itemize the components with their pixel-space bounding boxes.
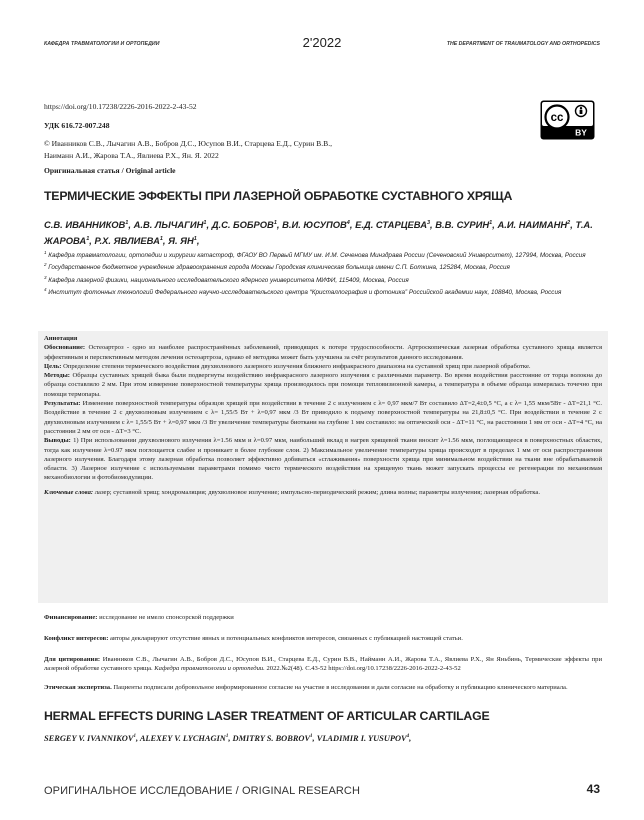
keywords: лазер; суставной хрящ; хондромаляция; двухволновое излучение; импульсно-периодический режим; длина волны; параметры излучения; лазерная обработка.: [94, 488, 540, 496]
ru-author: Т.А. ЖАРОВА$^1$: [44, 219, 593, 247]
affiliation-item: $^4$ Институт фотонных технологий Федерального научно-исследовательского центра “Кристаллография и фотоника” Российской академии наук, 108840, Москва, Россия: [44, 287, 562, 297]
affiliation-mark: 1: [159, 236, 163, 243]
ru-author: Е.Д. СТАРЦЕВА$^3$: [355, 219, 431, 231]
header-issue: 2'2022: [302, 35, 342, 50]
ru-author: А.В. ЛЫЧАГИН$^1$: [133, 219, 207, 231]
affiliations: [44, 248, 604, 298]
copyright-line-1: © Иванников С.В., Лычагин А.В., Бобров Д.С., Юсупов В.И., Старцева Е.Д., Сурин В.В.,: [44, 139, 332, 148]
article-title-ru: ТЕРМИЧЕСКИЕ ЭФФЕКТЫ ПРИ ЛАЗЕРНОЙ ОБРАБОТКЕ СУСТАВНОГО ХРЯЩА: [44, 189, 513, 203]
affiliation-mark: 1: [310, 734, 313, 740]
affiliation-mark: 1: [193, 236, 197, 243]
affiliation-mark: 4: [406, 734, 410, 740]
copyright-line-2: Наиманн А.И., Жарова Т.А., Явлиева Р.Х., Ян. Я. 2022: [44, 150, 219, 160]
udk-code: УДК 616.72-007.248: [44, 121, 110, 130]
ru-author: Р.Х. ЯВЛИЕВА$^1$: [94, 235, 163, 247]
affiliation-mark: 1: [86, 236, 90, 243]
header-journal-ru: КАФЕДРА ТРАВМАТОЛОГИИ И ОРТОПЕДИИ: [44, 41, 160, 47]
en-author: SERGEY V. IVANNIKOV$^1$: [44, 734, 136, 743]
affiliation-mark: 1: [133, 734, 136, 740]
copyright: [44, 138, 474, 161]
en-author: ALEXEY V. LYCHAGIN$^1$: [139, 734, 229, 743]
affiliation-mark: 1: [125, 220, 129, 226]
en-author: DMITRY S. BOBROV$^1$: [232, 734, 313, 743]
abstract-results: Изменение поверхностной температуры образцов хрящей при воздействии в течение 2 с излучением с λ= 0,97 мкм/7 Вт составило ΔТ=2,4±0,5 °С, а с λ= 1,55 мкм/5Вт - ΔТ=21,1 °С. Воздействие в течение 2 с двухволновым излучением с λ= 1,55/5 Вт + λ=0,97 мкм /3 Вт приводило к подъему поверхностной температуры на 21,8±0,5 °С. При воздействии в течение 2 с двухволновым излучением с λ= 1,55/5 Вт + λ=0,97 мкм /3 Вт увеличение температуры биоткани на глубине 1 мм составило: на оптической оси - ΔТ=11 °С, на расстоянии 1 мм от оси - ΔТ=4 °С, на расстоянии 2 мм от оси - ΔТ=3 °С.: [44, 400, 602, 435]
citation-doi[interactable]: 2022.№2(48). С.43-52 https://doi.org/10.17238/2226-2016-2022-2-43-52: [266, 665, 461, 673]
authors-ru: С.В. ИВАННИКОВ$^1$, А.В. ЛЫЧАГИН$^1$, Д.С. БОБРОВ$^1$, В.И. ЮСУПОВ$^4$, Е.Д. СТАРЦЕВА$^3$, В.В. СУРИН$^1$, А.И. НАИМАНН$^2$, Т.А. ЖАРОВА$^1$, Р.Х. ЯВЛИЕВА$^1$, Я. $ЯН^1$,: [44, 219, 593, 247]
creative-commons-by-icon: [540, 100, 595, 140]
article-title-en: HERMAL EFFECTS DURING LASER TREATMENT OF ARTICULAR CARTILAGE: [44, 709, 490, 723]
ru-author: С.В. ИВАННИКОВ$^1$: [44, 219, 129, 231]
ru-author: В.И. ЮСУПОВ$^4$: [282, 219, 350, 231]
article-type: Оригинальная статья / Original article: [44, 166, 176, 175]
affiliation-item: $^3$ Кафедра лазерной физики, национального исследовательского ядерного университета МИФИ, 115409, Москва, Россия: [44, 274, 409, 284]
ru-author: В.В. СУРИН$^1$: [435, 219, 493, 231]
doi-link[interactable]: https://doi.org/10.17238/2226-2016-2022-2-43-52: [44, 102, 197, 111]
ru-author: А.И. НАИМАНН$^2$: [497, 219, 571, 231]
header-journal-en: THE DEPARTMENT OF TRAUMATOLOGY AND ORTHOPEDICS: [446, 41, 600, 47]
abstract-background-text: Остеоартроз - одно из наиболее распространённых заболеваний, приводящих к потере трудоспособности. Артроскопическая лазерная обработка суставного хряща является эффективным и перспективным методом лечения остеоартроза, однако её методика может быть улучшена за счёт результатов данного исследования.: [44, 344, 602, 361]
affiliation-item: $^1$ Кафедра травматологии, ортопедии и хирургии катастроф, ФГАОУ ВО Первый МГМУ им. И.М. Сеченова Минздрава России (Сеченовский Университет), 127994, Москва, Россия: [44, 250, 586, 260]
affiliation-mark: 1: [225, 734, 229, 740]
abstract-conclusions: 1) При использовании двухволнового излучения λ=1.56 мкм и λ=0.97 мкм, наибольший вклад в нагрев хрящевой ткани вносит λ=1.56 мкм, поглощающееся в поверхностных областях, тогда как излучение λ=0.97 мкм поглощается слабее и проникает в более глубокие слои. 2) Максимальное увеличение температуры хряща происходит в пределах 1 мм от оси распространения лазерного излучения. Благодаря этому лазерная обработка позволяет эффективно добиваться «сглаживания» поверхности хряща при минимальном воздействии на ткани вне обрабатываемой области. 3) Лазерное излучение с используемыми параметрами помимо чисто термического воздействия на хрящевую ткань может запускать процессы ее регенерации по механизмам механобиологии и фотобиомодуляции.: [44, 437, 602, 482]
abstract: Аннотация Обоснование: Остеоартроз - одно из наиболее распространённых заболеваний, приводящих к потере трудоспособности. Артроскопическая лазерная обработка суставного хряща является эффективным и перспективным методом лечения остеоартроза, однако её методика может быть улучшена за счёт результатов данного исследования. Цель: Определение степени термического воздействия двухволнового лазерного излучения ближнего инфракрасного диапазона на суставной хрящ при лазерной обработке. Методы: Образцы суставных хрящей быка были подвергнуты воздействию инфракрасного лазерного излучения с различными параметр. Во время воздействия расстояние от торца волокна до образца составляло 2 мм. При этом измерение поверхностной температуры хряща производилось при помощи тепловизионной камеры, а температура в объеме образца измерялась точечно при помощи термопары. Результаты: Изменение поверхностной температуры образцов хрящей при воздействии в течение 2 с излучением с λ= 0,97 мкм/7 Вт составило ΔТ=2,4±0,5 °С, а с λ= 1,55 мкм/5Вт - ΔТ=21,1 °С. Воздействие в течение 2 с двухволновым излучением с λ= 1,55/5 Вт + λ=0,97 мкм /3 Вт приводило к подъему поверхностной температуры на 21,8±0,5 °С. При воздействии в течение 2 с двухволновым излучением с λ= 1,55/5 Вт + λ=0,97 мкм /3 Вт увеличение температуры биоткани на глубине 1 мм составило: на оптической оси - ΔТ=11 °С, на расстоянии 1 мм от оси - ΔТ=4 °С, на расстоянии 2 мм от оси - ΔТ=3 °С. Выводы: 1) При использовании двухволнового излучения λ=1.56 мкм и λ=0.97 мкм, наибольший вклад в нагрев хрящевой ткани вносит λ=1.56 мкм, поглощающееся в поверхностных областях, тогда как излучение λ=0.97 мкм поглощается слабее и проникает в более глубокие слои. 2) Максимальное увеличение температуры хряща происходит в пределах 1 мм от оси распространения лазерного излучения. Благодаря этому лазерная обработка позволяет эффективно добиваться «сглаживания» поверхности хряща при минимальном воздействии на ткани вне обрабатываемой области. 3) Лазерное излучение с используемыми параметрами помимо чисто термического воздействия на хрящевую ткань может запускать процессы ее регенерации по механизмам механобиологии и фотобиомодуляции. Ключевые слова: лазер; суставной хрящ; хондромаляция; двухволновое излучение; импульсно-периодический режим; длина волны; параметры излучения; лазерная обработка.: [44, 335, 603, 496]
affiliation-mark: 1: [203, 220, 207, 226]
affiliation-mark: 1: [273, 220, 277, 226]
ru-author: Д.С. БОБРОВ$^1$: [211, 219, 277, 231]
abstract-methods: Образцы суставных хрящей быка были подвергнуты воздействию инфракрасного лазерного излучения с различными параметр. Во время воздействия расстояние от торца волокна до образца составляло 2 мм. При этом измерение поверхностной температуры хряща производилось при помощи тепловизионной камеры, а температура в объеме образца измерялась точечно при помощи термопары.: [44, 372, 603, 398]
authors-en: SERGEY V. IVANNIKOV$^1$, ALEXEY V. LYCHAGIN$^1$, DMITRY S. BOBROV$^1$, VLADIMIR I. YUSUPOV$^4$,: [44, 734, 412, 743]
citation: Для цитирования: Иванников С.В., Лычагин А.В., Бобров Д.С., Юсупов В.И., Старцева Е.Д., Сурин В.В., Найманн А.И., Жарова Т.А., Явлиева Р.Х., Ян Яньбинь, Термические эффекты при лазерной обработке суставного хряща. Кафедра травматологии и ортопедии. 2022.№2(48). С.43-52 https://doi.org/10.17238/2226-2016-2022-2-43-52: [44, 656, 602, 673]
abstract-aim: Определение степени термического воздействия двухволнового лазерного излучения ближнего инфракрасного диапазона на суставной хрящ при лазерной обработке.: [63, 362, 531, 370]
en-author: VLADIMIR I. YUSUPOV$^4$: [316, 734, 410, 743]
affiliation-mark: 2: [567, 220, 571, 226]
cc-text: cc: [550, 112, 564, 125]
by-text: BY: [575, 127, 587, 138]
abstract-heading: Аннотация: [44, 335, 78, 342]
affiliation-mark: 3: [426, 220, 431, 226]
affiliation-mark: 4: [346, 220, 350, 226]
affiliation-item: $^2$ Государственное бюджетное учреждение здравоохранения города Москвы Городская клиническая больница имени С.П. Боткина, 125284, Москва, Россия: [44, 262, 510, 272]
affiliation-mark: 1: [489, 220, 493, 226]
footer-section: ОРИГИНАЛЬНОЕ ИССЛЕДОВАНИЕ / ORIGINAL RESEARCH: [44, 785, 361, 797]
funding: Финансирование: исследование не имело спонсорской поддержки: [44, 614, 234, 621]
conflict-of-interest: Конфликт интересов: авторы декларируют отсутствие явных и потенциальных конфликтов интересов, связанных с публикацией настоящей статьи.: [44, 635, 463, 642]
page-number: 43: [586, 782, 600, 796]
ethics: Этическая экспертиза. Пациенты подписали добровольное информированное согласие на участие в исследовании и дали согласие на обработку и публикацию клинического материала.: [44, 684, 568, 691]
ru-author: Я. $ЯН^1$: [168, 235, 197, 247]
